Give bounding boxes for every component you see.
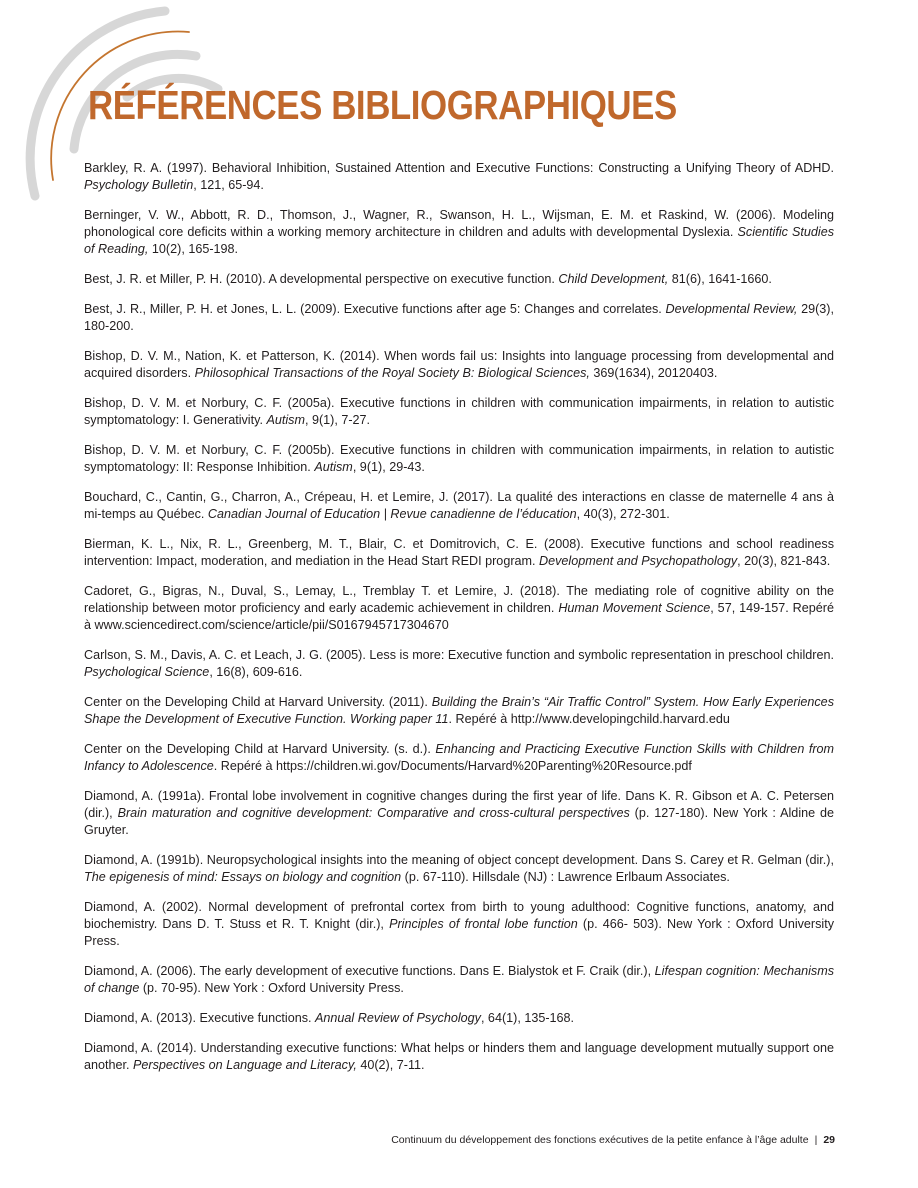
reference-entry (84, 788, 834, 839)
reference-text-segment: , 40(3), 272-301. (576, 507, 670, 521)
page-title: RÉFÉRENCES BIBLIOGRAPHIQUES (88, 82, 677, 128)
reference-text-segment: Diamond, A. (1991b). Neuropsychological insights into the meaning of object concept development. Dans S. Carey et R. Gelman (dir.), (84, 853, 834, 867)
reference-entry (84, 442, 834, 476)
reference-text-segment: Center on the Developing Child at Harvard University. (2011). (84, 695, 432, 709)
reference-italic-segment: Autism (266, 413, 305, 427)
reference-entry (84, 741, 834, 775)
reference-entry (84, 1040, 834, 1074)
reference-entry (84, 348, 834, 382)
reference-text-segment: Bishop, D. V. M. et Norbury, C. F. (2005a). Executive functions in children with communication impairments, in relation to autistic symptomatology: I. Generativity. (84, 396, 834, 427)
reference-text-segment: (p. 466- 503). New York : Oxford University Press. (84, 917, 835, 948)
page-footer (391, 1133, 835, 1147)
reference-text-segment: , 20(3), 821-843. (737, 554, 831, 568)
reference-entry (84, 1010, 834, 1027)
reference-text-segment: (p. 70-95). New York : Oxford University Press. (139, 981, 404, 995)
reference-italic-segment: Brain maturation and cognitive development: Comparative and cross-cultural perspectives (117, 806, 630, 820)
reference-italic-segment: Psychological Science (84, 665, 210, 679)
reference-text-segment: . Repéré à http://www.developingchild.harvard.edu (448, 712, 730, 726)
reference-text-segment: Cadoret, G., Bigras, N., Duval, S., Lemay, L., Tremblay T. et Lemire, J. (2018). The mediating role of cognitive ability on the relationship between motor proficiency and early academic achievement in children. (84, 584, 834, 615)
reference-entry (84, 963, 834, 997)
reference-italic-segment: Annual Review of Psychology (315, 1011, 481, 1025)
reference-entry (84, 207, 834, 258)
reference-text-segment: , 9(1), 7-27. (304, 413, 371, 427)
reference-text-segment: Bierman, K. L., Nix, R. L., Greenberg, M. T., Blair, C. et Domitrovich, C. E. (2008). Executive functions and school readiness intervention: Impact, moderation, and mediation in the Head Start REDI program. (84, 537, 834, 568)
reference-text-segment: 10(2), 165-198. (148, 242, 239, 256)
reference-entry (84, 489, 834, 523)
reference-entry (84, 899, 834, 950)
reference-text-segment: Carlson, S. M., Davis, A. C. et Leach, J. G. (2005). Less is more: Executive function and symbolic representation in preschool children. (84, 648, 834, 662)
reference-text-segment: Bouchard, C., Cantin, G., Charron, A., Crépeau, H. et Lemire, J. (2017). La qualité des interactions en classe de maternelle 4 ans à mi-temps au Québec. (84, 490, 834, 521)
reference-italic-segment: The epigenesis of mind: Essays on biology and cognition (84, 870, 402, 884)
reference-text-segment: Diamond, A. (2006). The early development of executive functions. Dans E. Bialystok et F. Craik (dir.), (84, 964, 655, 978)
reference-text-segment: 81(6), 1641-1660. (668, 272, 772, 286)
reference-text-segment: 40(2), 7-11. (356, 1058, 425, 1072)
references-list (84, 160, 834, 1087)
reference-italic-segment: Autism (314, 460, 353, 474)
reference-text-segment: , 57, 149-157. Repéré à www.sciencedirect.com/science/article/pii/S0167945717304670 (84, 601, 834, 632)
reference-italic-segment: Canadian Journal of Education | Revue canadienne de l’éducation (207, 507, 577, 521)
reference-italic-segment: Perspectives on Language and Literacy, (133, 1058, 357, 1072)
reference-text-segment: Diamond, A. (2014). Understanding executive functions: What helps or hinders them and language development mutually support one another. (84, 1041, 834, 1072)
reference-text-segment: , 9(1), 29-43. (352, 460, 425, 474)
reference-entry (84, 395, 834, 429)
reference-text-segment: Best, J. R., Miller, P. H. et Jones, L. L. (2009). Executive functions after age 5: Changes and correlates. (84, 302, 666, 316)
reference-entry (84, 271, 834, 288)
reference-entry (84, 852, 834, 886)
reference-italic-segment: Developmental Review, (665, 302, 798, 316)
reference-text-segment: Best, J. R. et Miller, P. H. (2010). A developmental perspective on executive function. (84, 272, 559, 286)
reference-text-segment: Diamond, A. (1991a). Frontal lobe involvement in cognitive changes during the first year of life. Dans K. R. Gibson et A. C. Petersen (dir.), (84, 789, 834, 820)
reference-italic-segment: Scientific Studies of Reading, (84, 225, 835, 256)
reference-entry (84, 536, 834, 570)
reference-italic-segment: Enhancing and Practicing Executive Function Skills with Children from Infancy to Adolescence (84, 742, 835, 773)
reference-text-segment: Diamond, A. (2002). Normal development of prefrontal cortex from birth to young adulthood: Cognitive functions, anatomy, and biochemistry. Dans D. T. Stuss et R. T. Knight (dir.), (84, 900, 834, 931)
footer-text: Continuum du développement des fonctions exécutives de la petite enfance à l’âge adulte (391, 1134, 809, 1146)
reference-italic-segment: Philosophical Transactions of the Royal Society B: Biological Sciences, (194, 366, 590, 380)
reference-entry (84, 583, 834, 634)
reference-text-segment: (p. 127-180). New York : Aldine de Gruyter. (84, 806, 835, 837)
reference-text-segment: Bishop, D. V. M., Nation, K. et Patterson, K. (2014). When words fail us: Insights into language processing from developmental and acquired disorders. (84, 349, 834, 380)
reference-italic-segment: Principles of frontal lobe function (389, 917, 578, 931)
reference-text-segment: (p. 67-110). Hillsdale (NJ) : Lawrence Erlbaum Associates. (401, 870, 730, 884)
reference-entry (84, 160, 834, 194)
reference-entry (84, 301, 834, 335)
reference-text-segment: , 64(1), 135-168. (480, 1011, 575, 1025)
reference-entry (84, 647, 834, 681)
footer-page-number: 29 (823, 1134, 835, 1146)
reference-text-segment: , 16(8), 609-616. (209, 665, 303, 679)
reference-text-segment: Center on the Developing Child at Harvard University. (s. d.). (84, 742, 436, 756)
reference-italic-segment: Building the Brain’s “Air Traffic Control” System. How Early Experiences Shape the Development of Executive Function. Working paper 11 (84, 695, 834, 726)
reference-italic-segment: Development and Psychopathology (539, 554, 738, 568)
reference-italic-segment: Psychology Bulletin (84, 178, 194, 192)
reference-text-segment: Berninger, V. W., Abbott, R. D., Thomson, J., Wagner, R., Swanson, H. L., Wijsman, E. M. et Raskind, W. (2006). Modeling phonological core deficits within a working memory architecture in children and adults with developmental Dyslexia. (84, 208, 834, 239)
reference-text-segment: Diamond, A. (2013). Executive functions. (84, 1011, 316, 1025)
footer-separator: | (814, 1134, 818, 1146)
reference-entry (84, 694, 834, 728)
reference-italic-segment: Child Development, (558, 272, 669, 286)
reference-italic-segment: Lifespan cognition: Mechanisms of change (84, 964, 835, 995)
reference-text-segment: 29(3), 180-200. (84, 302, 834, 333)
reference-text-segment: , 121, 65-94. (193, 178, 264, 192)
reference-text-segment: Barkley, R. A. (1997). Behavioral Inhibition, Sustained Attention and Executive Functions: Constructing a Unifying Theory of ADHD. (84, 161, 834, 175)
reference-text-segment: Bishop, D. V. M. et Norbury, C. F. (2005b). Executive functions in children with communication impairments, in relation to autistic symptomatology: II: Response Inhibition. (84, 443, 834, 474)
reference-italic-segment: Human Movement Science (558, 601, 711, 615)
reference-text-segment: . Repéré à https://children.wi.gov/Documents/Harvard%20Parenting%20Resource.pdf (213, 759, 692, 773)
reference-text-segment: 369(1634), 20120403. (589, 366, 718, 380)
